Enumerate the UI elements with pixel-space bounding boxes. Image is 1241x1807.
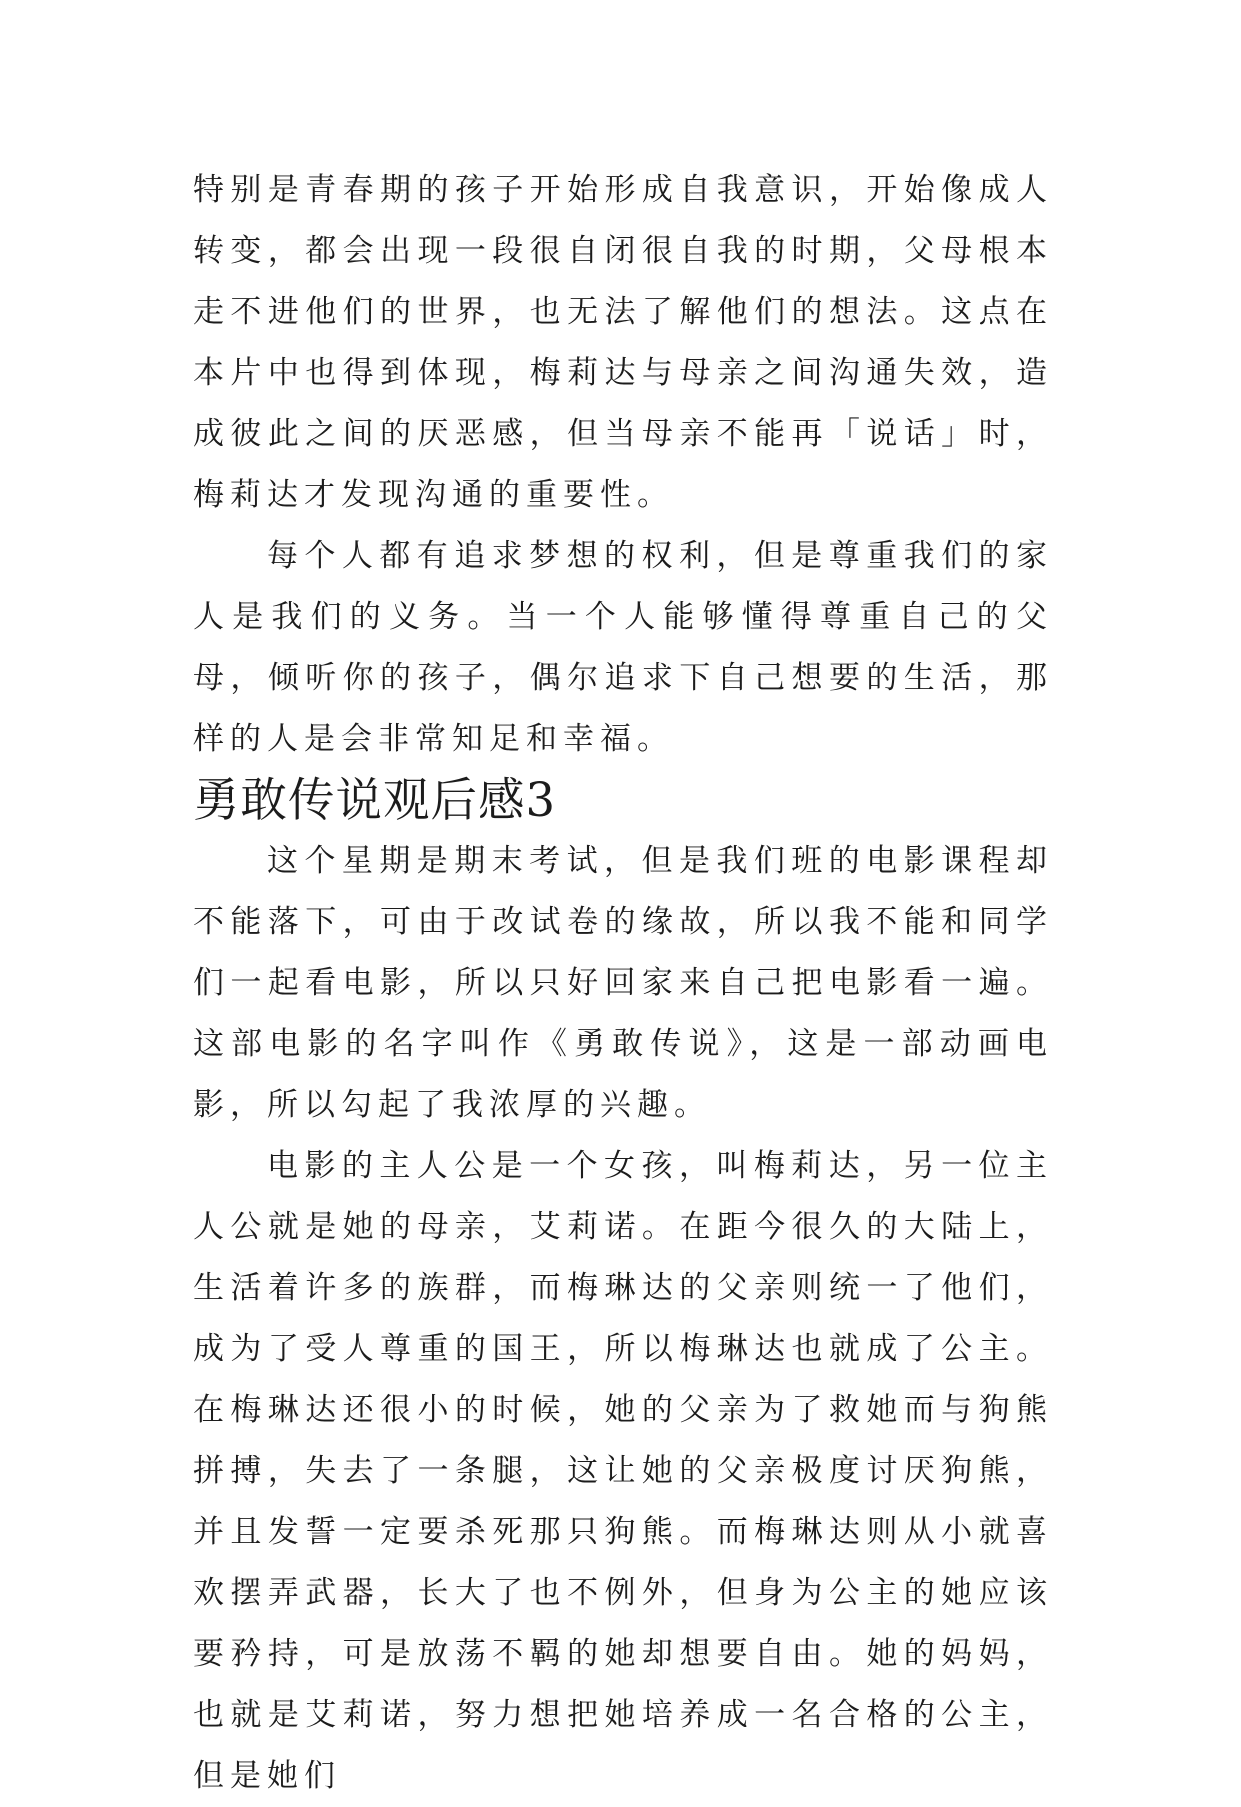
paragraph-respect-family: 每个人都有追求梦想的权利，但是尊重我们的家人是我们的义务。当一个人能够懂得尊重自己的父母，倾听你的孩子，偶尔追求下自己想要的生活，那样的人是会非常知足和幸福。 <box>193 538 1053 757</box>
section-heading: 勇敢传说观后感3 <box>193 773 557 827</box>
paragraph-teenager-communication: 特别是青春期的孩子开始形成自我意识，开始像成人转变，都会出现一段很自闭很自我的时期，父母根本走不进他们的世界，也无法了解他们的想法。这点在本片中也得到体现，梅莉达与母亲之间沟通失效，造成彼此之间的厌恶感，但当母亲不能再「说话」时，梅莉达才发现沟通的重要性。 <box>193 172 1053 513</box>
document-body <box>193 160 1053 1807</box>
paragraph-exam-week: 这个星期是期末考试，但是我们班的电影课程却不能落下，可由于改试卷的缘故，所以我不能和同学们一起看电影，所以只好回家来自己把电影看一遍。这部电影的名字叫作《勇敢传说》，这是一部动画电影，所以勾起了我浓厚的兴趣。 <box>193 843 1053 1123</box>
paragraph-story-summary: 电影的主人公是一个女孩，叫梅莉达，另一位主人公就是她的母亲，艾莉诺。在距今很久的大陆上，生活着许多的族群，而梅琳达的父亲则统一了他们，成为了受人尊重的国王，所以梅琳达也就成了公主。在梅琳达还很小的时候，她的父亲为了救她而与狗熊拼搏，失去了一条腿，这让她的父亲极度讨厌狗熊，并且发誓一定要杀死那只狗熊。而梅琳达则从小就喜欢摆弄武器，长大了也不例外，但身为公主的她应该要矜持，可是放荡不羁的她却想要自由。她的妈妈，也就是艾莉诺，努力想把她培养成一名合格的公主，但是她们 <box>193 1148 1053 1794</box>
